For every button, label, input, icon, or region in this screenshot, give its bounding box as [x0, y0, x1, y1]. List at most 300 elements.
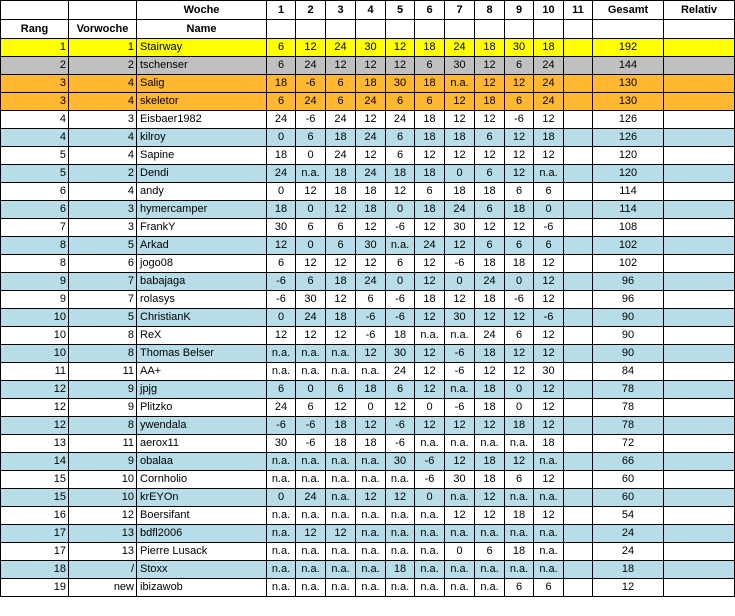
week-5-cell[interactable]: 12 [386, 39, 415, 57]
week-6-cell[interactable]: 6 [415, 57, 445, 75]
week-4-cell[interactable]: 30 [356, 39, 386, 57]
gesamt-cell[interactable]: 54 [593, 507, 664, 525]
rang-cell[interactable]: 14 [1, 453, 69, 471]
week-7-cell[interactable]: n.a. [445, 327, 475, 345]
week-10-cell[interactable]: 12 [534, 345, 564, 363]
week-11-cell[interactable] [564, 39, 593, 57]
week-2-cell[interactable]: 6 [296, 129, 326, 147]
vorwoche-cell[interactable]: 6 [69, 255, 137, 273]
week-1-cell[interactable]: -6 [267, 273, 296, 291]
relativ-cell[interactable] [664, 147, 735, 165]
week-8-cell[interactable]: 12 [475, 507, 505, 525]
week-11-cell[interactable] [564, 147, 593, 165]
week-1-cell[interactable]: n.a. [267, 579, 296, 597]
week-9-cell[interactable]: -6 [505, 291, 534, 309]
week-4-cell[interactable]: n.a. [356, 525, 386, 543]
name-cell[interactable]: ywendala [137, 417, 267, 435]
rang-cell[interactable]: 10 [1, 309, 69, 327]
week-11-cell[interactable] [564, 489, 593, 507]
rang-cell[interactable]: 17 [1, 525, 69, 543]
week-3-cell[interactable]: 12 [326, 255, 356, 273]
gesamt-cell[interactable]: 130 [593, 75, 664, 93]
relativ-cell[interactable] [664, 255, 735, 273]
week-10-cell[interactable]: 12 [534, 471, 564, 489]
header-rang[interactable]: Rang [1, 20, 69, 39]
rang-cell[interactable]: 5 [1, 147, 69, 165]
gesamt-cell[interactable]: 84 [593, 363, 664, 381]
gesamt-cell[interactable]: 90 [593, 309, 664, 327]
name-cell[interactable]: babajaga [137, 273, 267, 291]
week-10-cell[interactable]: -6 [534, 219, 564, 237]
week-10-cell[interactable]: 6 [534, 579, 564, 597]
week-1-cell[interactable]: 12 [267, 327, 296, 345]
relativ-cell[interactable] [664, 363, 735, 381]
week-1-cell[interactable]: 30 [267, 219, 296, 237]
rang-cell[interactable]: 15 [1, 471, 69, 489]
week-10-cell[interactable]: 6 [534, 237, 564, 255]
gesamt-cell[interactable]: 66 [593, 453, 664, 471]
week-1-cell[interactable]: 0 [267, 309, 296, 327]
week-2-cell[interactable]: n.a. [296, 507, 326, 525]
week-5-cell[interactable]: 0 [386, 273, 415, 291]
gesamt-cell[interactable]: 120 [593, 165, 664, 183]
week-4-cell[interactable]: 24 [356, 93, 386, 111]
header-week-10[interactable]: 10 [534, 1, 564, 20]
week-4-cell[interactable]: 18 [356, 183, 386, 201]
week-8-cell[interactable]: 6 [475, 237, 505, 255]
week-9-cell[interactable]: 6 [505, 93, 534, 111]
week-10-cell[interactable]: n.a. [534, 525, 564, 543]
week-8-cell[interactable]: 12 [475, 309, 505, 327]
week-7-cell[interactable]: 18 [445, 183, 475, 201]
week-6-cell[interactable]: 12 [415, 417, 445, 435]
gesamt-cell[interactable]: 78 [593, 399, 664, 417]
week-10-cell[interactable]: n.a. [534, 543, 564, 561]
week-10-cell[interactable]: 18 [534, 129, 564, 147]
relativ-cell[interactable] [664, 435, 735, 453]
rang-cell[interactable]: 13 [1, 435, 69, 453]
week-4-cell[interactable]: n.a. [356, 453, 386, 471]
week-5-cell[interactable]: 18 [386, 327, 415, 345]
week-5-cell[interactable]: 30 [386, 345, 415, 363]
week-6-cell[interactable]: 12 [415, 381, 445, 399]
week-6-cell[interactable]: n.a. [415, 579, 445, 597]
rang-cell[interactable]: 8 [1, 255, 69, 273]
week-5-cell[interactable]: -6 [386, 291, 415, 309]
gesamt-cell[interactable]: 96 [593, 273, 664, 291]
name-cell[interactable]: hymercamper [137, 201, 267, 219]
rang-cell[interactable]: 11 [1, 363, 69, 381]
week-7-cell[interactable]: n.a. [445, 435, 475, 453]
name-cell[interactable]: Stairway [137, 39, 267, 57]
week-5-cell[interactable]: -6 [386, 435, 415, 453]
week-7-cell[interactable]: n.a. [445, 525, 475, 543]
week-5-cell[interactable]: 12 [386, 57, 415, 75]
week-9-cell[interactable]: 18 [505, 201, 534, 219]
header-week-7[interactable]: 7 [445, 1, 475, 20]
week-5-cell[interactable]: 18 [386, 165, 415, 183]
week-2-cell[interactable]: 0 [296, 201, 326, 219]
week-1-cell[interactable]: 24 [267, 399, 296, 417]
week-3-cell[interactable]: 24 [326, 147, 356, 165]
vorwoche-cell[interactable]: 13 [69, 543, 137, 561]
week-9-cell[interactable]: 0 [505, 273, 534, 291]
gesamt-cell[interactable]: 78 [593, 417, 664, 435]
week-11-cell[interactable] [564, 237, 593, 255]
week-5-cell[interactable]: 18 [386, 561, 415, 579]
week-4-cell[interactable]: n.a. [356, 363, 386, 381]
relativ-cell[interactable] [664, 399, 735, 417]
week-8-cell[interactable]: 18 [475, 291, 505, 309]
week-3-cell[interactable]: 12 [326, 201, 356, 219]
week-10-cell[interactable]: 6 [534, 183, 564, 201]
relativ-cell[interactable] [664, 453, 735, 471]
week-8-cell[interactable]: n.a. [475, 561, 505, 579]
week-1-cell[interactable]: n.a. [267, 561, 296, 579]
week-2-cell[interactable]: 24 [296, 57, 326, 75]
week-8-cell[interactable]: 18 [475, 93, 505, 111]
week-10-cell[interactable]: 24 [534, 57, 564, 75]
week-4-cell[interactable]: 24 [356, 165, 386, 183]
week-1-cell[interactable]: 6 [267, 93, 296, 111]
week-6-cell[interactable]: n.a. [415, 543, 445, 561]
week-11-cell[interactable] [564, 201, 593, 219]
gesamt-cell[interactable]: 120 [593, 147, 664, 165]
week-3-cell[interactable]: 18 [326, 435, 356, 453]
relativ-cell[interactable] [664, 525, 735, 543]
week-11-cell[interactable] [564, 93, 593, 111]
vorwoche-cell[interactable]: 8 [69, 417, 137, 435]
vorwoche-cell[interactable]: 7 [69, 291, 137, 309]
week-1-cell[interactable]: 30 [267, 435, 296, 453]
name-cell[interactable]: krEYOn [137, 489, 267, 507]
rang-cell[interactable]: 3 [1, 75, 69, 93]
week-8-cell[interactable]: 12 [475, 75, 505, 93]
week-11-cell[interactable] [564, 507, 593, 525]
header-week-5[interactable]: 5 [386, 1, 415, 20]
gesamt-cell[interactable]: 102 [593, 237, 664, 255]
week-8-cell[interactable]: 6 [475, 543, 505, 561]
week-5-cell[interactable]: 24 [386, 363, 415, 381]
vorwoche-cell[interactable]: 1 [69, 39, 137, 57]
week-9-cell[interactable]: 18 [505, 507, 534, 525]
week-4-cell[interactable]: n.a. [356, 507, 386, 525]
vorwoche-cell[interactable]: 4 [69, 75, 137, 93]
week-2-cell[interactable]: 12 [296, 255, 326, 273]
week-9-cell[interactable]: 18 [505, 543, 534, 561]
week-5-cell[interactable]: 6 [386, 147, 415, 165]
vorwoche-cell[interactable]: 5 [69, 309, 137, 327]
week-3-cell[interactable]: 12 [326, 399, 356, 417]
header-empty-cell[interactable] [267, 20, 296, 39]
week-8-cell[interactable]: 12 [475, 111, 505, 129]
week-7-cell[interactable]: n.a. [445, 381, 475, 399]
gesamt-cell[interactable]: 114 [593, 183, 664, 201]
vorwoche-cell[interactable]: new [69, 579, 137, 597]
rang-cell[interactable]: 12 [1, 381, 69, 399]
rang-cell[interactable]: 4 [1, 129, 69, 147]
rang-cell[interactable]: 10 [1, 345, 69, 363]
gesamt-cell[interactable]: 130 [593, 93, 664, 111]
week-7-cell[interactable]: 12 [445, 507, 475, 525]
week-11-cell[interactable] [564, 453, 593, 471]
week-6-cell[interactable]: 12 [415, 147, 445, 165]
week-11-cell[interactable] [564, 255, 593, 273]
week-3-cell[interactable]: n.a. [326, 363, 356, 381]
week-1-cell[interactable]: 6 [267, 255, 296, 273]
gesamt-cell[interactable]: 24 [593, 525, 664, 543]
week-9-cell[interactable]: 18 [505, 417, 534, 435]
week-2-cell[interactable]: 6 [296, 399, 326, 417]
week-11-cell[interactable] [564, 363, 593, 381]
gesamt-cell[interactable]: 78 [593, 381, 664, 399]
week-2-cell[interactable]: 24 [296, 309, 326, 327]
header-empty-cell[interactable] [475, 20, 505, 39]
week-1-cell[interactable]: 18 [267, 75, 296, 93]
week-10-cell[interactable]: 24 [534, 75, 564, 93]
week-11-cell[interactable] [564, 111, 593, 129]
week-1-cell[interactable]: n.a. [267, 345, 296, 363]
week-3-cell[interactable]: 12 [326, 525, 356, 543]
week-11-cell[interactable] [564, 471, 593, 489]
week-10-cell[interactable]: n.a. [534, 453, 564, 471]
week-2-cell[interactable]: n.a. [296, 579, 326, 597]
week-1-cell[interactable]: 18 [267, 201, 296, 219]
gesamt-cell[interactable]: 192 [593, 39, 664, 57]
week-2-cell[interactable]: n.a. [296, 471, 326, 489]
week-8-cell[interactable]: 6 [475, 129, 505, 147]
week-9-cell[interactable]: 30 [505, 39, 534, 57]
relativ-cell[interactable] [664, 75, 735, 93]
relativ-cell[interactable] [664, 579, 735, 597]
week-2-cell[interactable]: 12 [296, 525, 326, 543]
week-1-cell[interactable]: n.a. [267, 471, 296, 489]
week-7-cell[interactable]: 30 [445, 471, 475, 489]
name-cell[interactable]: Sapine [137, 147, 267, 165]
vorwoche-cell[interactable]: 4 [69, 129, 137, 147]
week-10-cell[interactable]: 12 [534, 273, 564, 291]
week-8-cell[interactable]: n.a. [475, 435, 505, 453]
week-8-cell[interactable]: 18 [475, 39, 505, 57]
week-10-cell[interactable]: 12 [534, 507, 564, 525]
week-4-cell[interactable]: -6 [356, 309, 386, 327]
week-4-cell[interactable]: 0 [356, 399, 386, 417]
name-cell[interactable]: jogo08 [137, 255, 267, 273]
week-11-cell[interactable] [564, 75, 593, 93]
week-4-cell[interactable]: 30 [356, 237, 386, 255]
week-9-cell[interactable]: 6 [505, 237, 534, 255]
header-week-4[interactable]: 4 [356, 1, 386, 20]
rang-cell[interactable]: 4 [1, 111, 69, 129]
week-3-cell[interactable]: n.a. [326, 543, 356, 561]
week-4-cell[interactable]: 24 [356, 273, 386, 291]
gesamt-cell[interactable]: 90 [593, 345, 664, 363]
week-10-cell[interactable]: n.a. [534, 489, 564, 507]
gesamt-cell[interactable]: 24 [593, 543, 664, 561]
week-10-cell[interactable]: 12 [534, 147, 564, 165]
week-6-cell[interactable]: n.a. [415, 561, 445, 579]
vorwoche-cell[interactable]: 3 [69, 219, 137, 237]
week-9-cell[interactable]: 12 [505, 75, 534, 93]
week-7-cell[interactable]: 12 [445, 417, 475, 435]
vorwoche-cell[interactable]: 8 [69, 345, 137, 363]
week-3-cell[interactable]: n.a. [326, 345, 356, 363]
vorwoche-cell[interactable]: 9 [69, 453, 137, 471]
week-6-cell[interactable]: 12 [415, 255, 445, 273]
week-1-cell[interactable]: n.a. [267, 363, 296, 381]
week-2-cell[interactable]: -6 [296, 75, 326, 93]
gesamt-cell[interactable]: 18 [593, 561, 664, 579]
week-5-cell[interactable]: 6 [386, 255, 415, 273]
name-cell[interactable]: Cornholio [137, 471, 267, 489]
week-9-cell[interactable]: n.a. [505, 525, 534, 543]
week-1-cell[interactable]: 0 [267, 129, 296, 147]
name-cell[interactable]: Stoxx [137, 561, 267, 579]
vorwoche-cell[interactable]: 12 [69, 507, 137, 525]
week-4-cell[interactable]: n.a. [356, 543, 386, 561]
week-3-cell[interactable]: 12 [326, 291, 356, 309]
week-1-cell[interactable]: n.a. [267, 507, 296, 525]
week-8-cell[interactable]: 12 [475, 417, 505, 435]
week-3-cell[interactable]: 18 [326, 417, 356, 435]
week-4-cell[interactable]: 12 [356, 57, 386, 75]
header-week-8[interactable]: 8 [475, 1, 505, 20]
week-9-cell[interactable]: 12 [505, 219, 534, 237]
week-6-cell[interactable]: 18 [415, 111, 445, 129]
rang-cell[interactable]: 5 [1, 165, 69, 183]
header-week-1[interactable]: 1 [267, 1, 296, 20]
week-4-cell[interactable]: n.a. [356, 471, 386, 489]
relativ-cell[interactable] [664, 57, 735, 75]
relativ-cell[interactable] [664, 471, 735, 489]
week-2-cell[interactable]: 0 [296, 381, 326, 399]
week-1-cell[interactable]: 6 [267, 57, 296, 75]
week-5-cell[interactable]: n.a. [386, 237, 415, 255]
week-6-cell[interactable]: -6 [415, 453, 445, 471]
week-11-cell[interactable] [564, 291, 593, 309]
name-cell[interactable]: ChristianK [137, 309, 267, 327]
week-5-cell[interactable]: 6 [386, 129, 415, 147]
week-5-cell[interactable]: 6 [386, 93, 415, 111]
week-8-cell[interactable]: 18 [475, 183, 505, 201]
name-cell[interactable]: Thomas Belser [137, 345, 267, 363]
week-7-cell[interactable]: n.a. [445, 561, 475, 579]
header-empty-cell[interactable] [386, 20, 415, 39]
header-relativ[interactable]: Relativ [664, 1, 735, 20]
week-10-cell[interactable]: n.a. [534, 165, 564, 183]
week-4-cell[interactable]: 12 [356, 219, 386, 237]
week-7-cell[interactable]: 12 [445, 111, 475, 129]
name-cell[interactable]: ReX [137, 327, 267, 345]
header-empty-cell[interactable] [445, 20, 475, 39]
week-6-cell[interactable]: 6 [415, 93, 445, 111]
week-10-cell[interactable]: 0 [534, 201, 564, 219]
week-8-cell[interactable]: 18 [475, 453, 505, 471]
week-4-cell[interactable]: 12 [356, 147, 386, 165]
relativ-cell[interactable] [664, 417, 735, 435]
vorwoche-cell[interactable]: 7 [69, 273, 137, 291]
week-6-cell[interactable]: 0 [415, 399, 445, 417]
week-3-cell[interactable]: n.a. [326, 579, 356, 597]
name-cell[interactable]: skeletor [137, 93, 267, 111]
week-9-cell[interactable]: 6 [505, 183, 534, 201]
header-week-9[interactable]: 9 [505, 1, 534, 20]
header-empty-cell[interactable] [415, 20, 445, 39]
name-cell[interactable]: obalaa [137, 453, 267, 471]
week-5-cell[interactable]: n.a. [386, 525, 415, 543]
week-2-cell[interactable]: 12 [296, 39, 326, 57]
week-2-cell[interactable]: n.a. [296, 363, 326, 381]
week-11-cell[interactable] [564, 129, 593, 147]
rang-cell[interactable]: 18 [1, 561, 69, 579]
week-9-cell[interactable]: n.a. [505, 435, 534, 453]
week-3-cell[interactable]: 6 [326, 93, 356, 111]
week-6-cell[interactable]: 24 [415, 237, 445, 255]
week-5-cell[interactable]: -6 [386, 417, 415, 435]
week-2-cell[interactable]: 6 [296, 273, 326, 291]
week-7-cell[interactable]: 30 [445, 309, 475, 327]
week-1-cell[interactable]: 24 [267, 165, 296, 183]
week-8-cell[interactable]: 18 [475, 255, 505, 273]
week-7-cell[interactable]: -6 [445, 399, 475, 417]
week-7-cell[interactable]: 0 [445, 165, 475, 183]
rang-cell[interactable]: 1 [1, 39, 69, 57]
week-4-cell[interactable]: 24 [356, 129, 386, 147]
relativ-cell[interactable] [664, 183, 735, 201]
week-11-cell[interactable] [564, 579, 593, 597]
relativ-cell[interactable] [664, 507, 735, 525]
rang-cell[interactable]: 16 [1, 507, 69, 525]
vorwoche-cell[interactable]: 13 [69, 525, 137, 543]
week-1-cell[interactable]: -6 [267, 417, 296, 435]
week-3-cell[interactable]: n.a. [326, 507, 356, 525]
name-cell[interactable]: kilroy [137, 129, 267, 147]
rang-cell[interactable]: 6 [1, 183, 69, 201]
week-9-cell[interactable]: 12 [505, 147, 534, 165]
relativ-cell[interactable] [664, 381, 735, 399]
week-6-cell[interactable]: 12 [415, 219, 445, 237]
week-7-cell[interactable]: 30 [445, 219, 475, 237]
week-2-cell[interactable]: 0 [296, 237, 326, 255]
week-7-cell[interactable]: 12 [445, 93, 475, 111]
vorwoche-cell[interactable]: / [69, 561, 137, 579]
week-4-cell[interactable]: 18 [356, 381, 386, 399]
week-10-cell[interactable]: 12 [534, 417, 564, 435]
week-7-cell[interactable]: 18 [445, 129, 475, 147]
week-6-cell[interactable]: 18 [415, 129, 445, 147]
week-3-cell[interactable]: 6 [326, 381, 356, 399]
week-3-cell[interactable]: 24 [326, 111, 356, 129]
week-3-cell[interactable]: 18 [326, 165, 356, 183]
week-4-cell[interactable]: 18 [356, 201, 386, 219]
week-3-cell[interactable]: 18 [326, 183, 356, 201]
week-3-cell[interactable]: n.a. [326, 489, 356, 507]
relativ-cell[interactable] [664, 543, 735, 561]
week-5-cell[interactable]: 30 [386, 453, 415, 471]
week-7-cell[interactable]: -6 [445, 255, 475, 273]
week-1-cell[interactable]: 6 [267, 381, 296, 399]
week-7-cell[interactable]: 12 [445, 453, 475, 471]
relativ-cell[interactable] [664, 309, 735, 327]
week-4-cell[interactable]: 18 [356, 75, 386, 93]
week-3-cell[interactable]: 6 [326, 75, 356, 93]
header-empty-cell[interactable] [534, 20, 564, 39]
week-7-cell[interactable]: 0 [445, 273, 475, 291]
week-11-cell[interactable] [564, 165, 593, 183]
week-6-cell[interactable]: -6 [415, 471, 445, 489]
week-1-cell[interactable]: n.a. [267, 453, 296, 471]
week-10-cell[interactable]: 18 [534, 39, 564, 57]
